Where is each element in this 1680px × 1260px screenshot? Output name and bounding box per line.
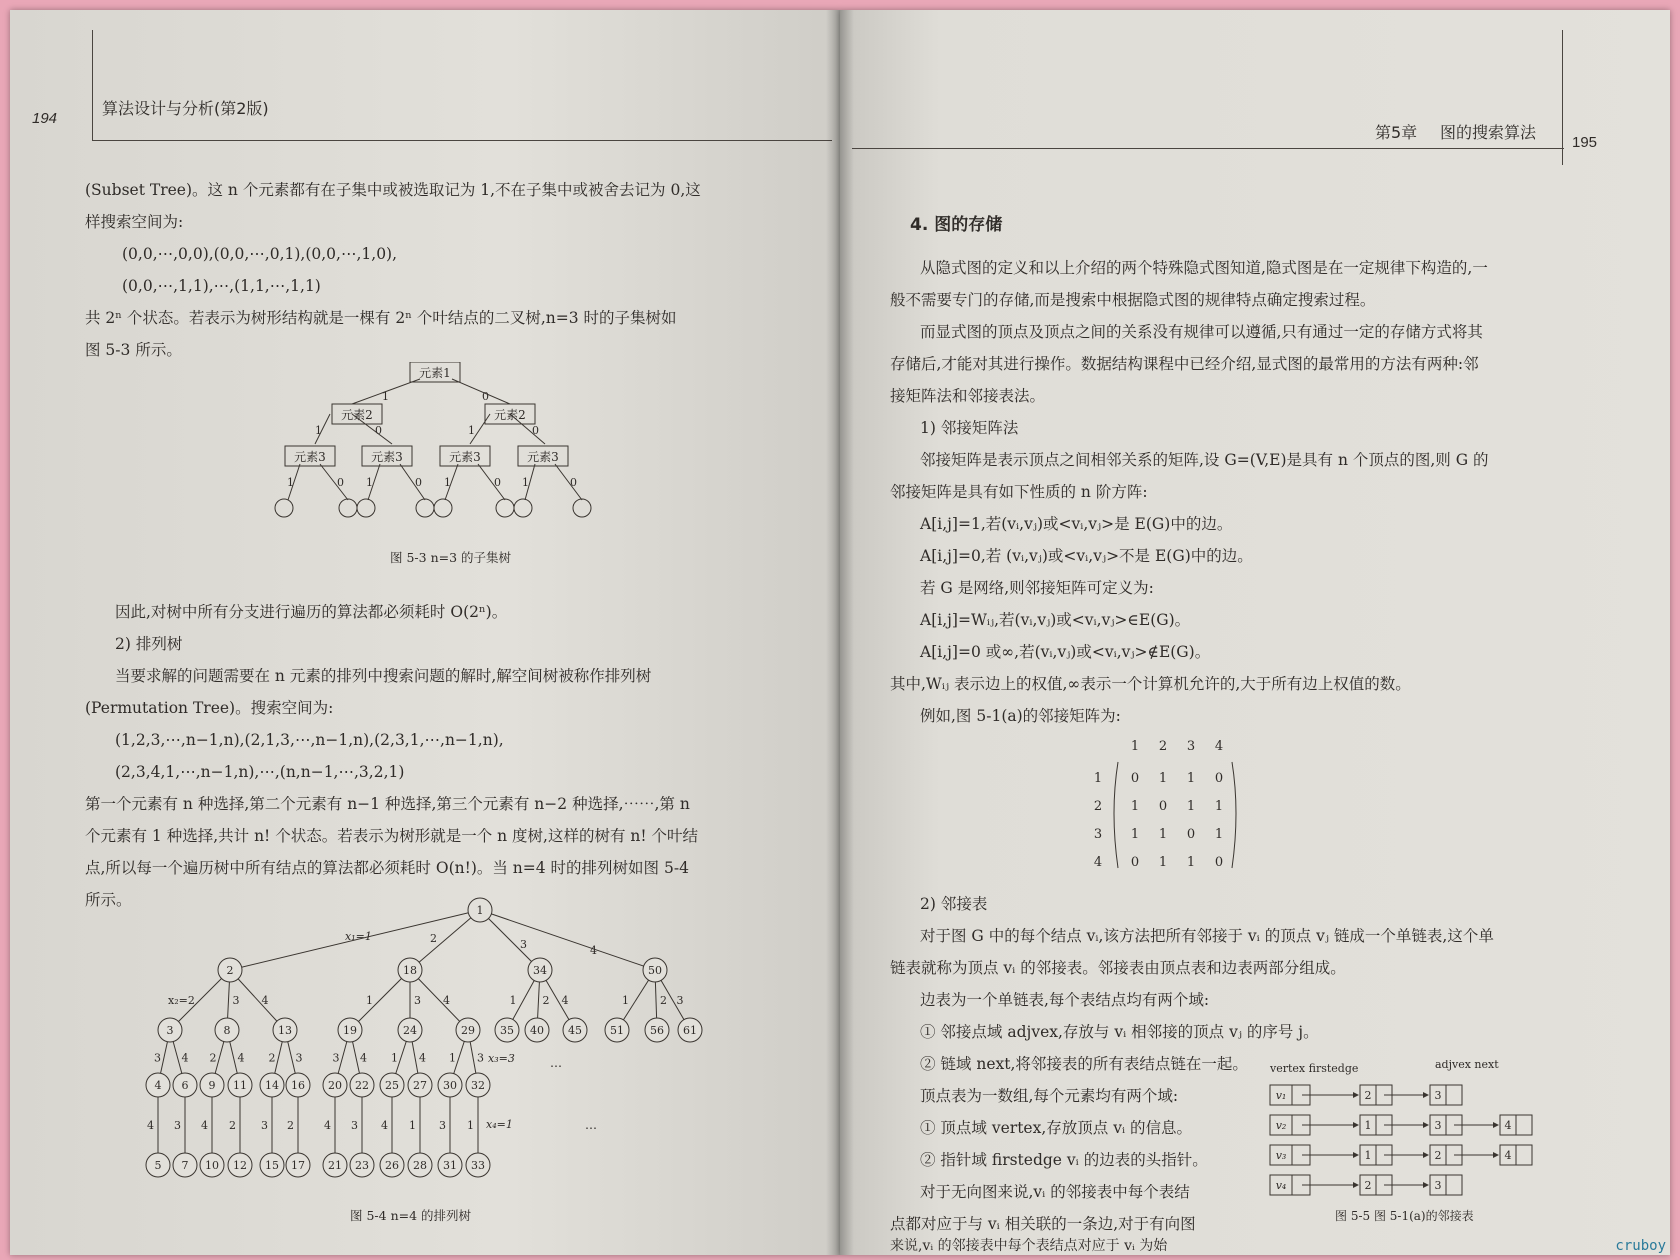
edge-label: 3 xyxy=(520,938,527,951)
edge-label: 4 xyxy=(237,1051,245,1065)
vertex-label: v₃ xyxy=(1275,1149,1287,1162)
node-level3: 元素3 xyxy=(527,450,559,464)
text-line: (Permutation Tree)。搜索空间为: xyxy=(85,699,334,717)
edge-label: 3 xyxy=(174,1119,181,1132)
matrix-cell: 0 xyxy=(1186,827,1196,842)
subsection-heading: 2) 排列树 xyxy=(115,635,183,653)
text-line: (0,0,⋯,0,0),(0,0,⋯,0,1),(0,0,⋯,1,0), xyxy=(122,245,398,263)
tree-node-label: 27 xyxy=(413,1079,427,1092)
edge-label: 2 xyxy=(430,932,437,945)
tree-node-label: 61 xyxy=(683,1024,697,1037)
edge-label: 2 xyxy=(542,994,550,1007)
tree-node-label: 18 xyxy=(403,964,417,977)
edge-label: 2 xyxy=(660,994,667,1007)
edge-label: x₂=2 xyxy=(168,994,195,1007)
arrow-head xyxy=(1353,1092,1359,1098)
tree-node-label: 16 xyxy=(291,1079,305,1092)
text-line: 所示。 xyxy=(85,891,132,909)
section-heading: 4. 图的存储 xyxy=(910,215,1003,235)
edge-label: 1 xyxy=(622,994,629,1007)
matrix-cell: 0 xyxy=(1130,855,1140,870)
arrow-head xyxy=(1423,1152,1429,1158)
edge-label: 4 xyxy=(181,1051,189,1065)
page-number: 195 xyxy=(1572,134,1598,151)
matrix-cell: 1 xyxy=(1214,827,1224,842)
node-level2: 元素2 xyxy=(341,408,373,422)
text-line: 邻接矩阵是表示顶点之间相邻关系的矩阵,设 G=(V,E)是具有 n 个顶点的图,则 G 的 xyxy=(920,451,1489,469)
edge-label: 4 xyxy=(590,944,597,957)
next-cell xyxy=(1516,1145,1532,1165)
left-page xyxy=(10,10,840,1255)
edge-label: 3 xyxy=(232,994,240,1007)
edge-label: 1 xyxy=(449,1051,456,1065)
tree-node-label: 12 xyxy=(233,1159,247,1172)
tree-node-label: 6 xyxy=(181,1079,189,1092)
subsection-heading: 2) 邻接表 xyxy=(920,895,988,913)
vertex-label: v₄ xyxy=(1275,1179,1287,1192)
text-line: 从隐式图的定义和以上介绍的两个特殊隐式图知道,隐式图是在一定规律下构造的,一 xyxy=(920,259,1488,277)
edge-label-one: 1 xyxy=(522,476,529,489)
text-line: 存储后,才能对其进行操作。数据结构课程中已经介绍,显式图的最常用的方法有两种:邻 xyxy=(890,355,1479,373)
tree-node-label: 5 xyxy=(154,1159,162,1172)
text-line: (2,3,4,1,⋯,n−1,n),⋯,(n,n−1,⋯,3,2,1) xyxy=(115,763,405,781)
book-gutter xyxy=(826,10,854,1255)
tree-node-label: 8 xyxy=(223,1024,231,1037)
edge-label: 4 xyxy=(443,994,450,1007)
page-number: 194 xyxy=(32,110,58,127)
matrix-bracket-left xyxy=(1114,762,1118,868)
edge-label: 4 xyxy=(324,1119,331,1132)
tree-edge xyxy=(480,910,655,970)
edge-label-one: 1 xyxy=(287,476,294,489)
tree-node-label: 22 xyxy=(355,1079,369,1092)
text-line: 边表为一个单链表,每个表结点均有两个域: xyxy=(920,991,1210,1009)
ellipsis: ⋯ xyxy=(585,1121,597,1135)
matrix-bracket-right xyxy=(1232,762,1236,868)
edge-label-one: 1 xyxy=(468,424,475,437)
arrow-head xyxy=(1423,1092,1429,1098)
tree-node-label: 32 xyxy=(471,1079,485,1092)
adjvex-value: 3 xyxy=(1434,1119,1442,1132)
tree-node-label: 29 xyxy=(461,1024,475,1037)
edge-label: 1 xyxy=(366,994,373,1007)
tree-node-label: 7 xyxy=(181,1159,189,1172)
edge-label-one: 1 xyxy=(366,476,373,489)
matrix-cell: 1 xyxy=(1158,771,1168,786)
edge-label: 3 xyxy=(154,1051,161,1065)
text-line: 点,所以每一个遍历树中所有结点的算法都必须耗时 O(n!)。当 n=4 时的排列树如图 5-4 xyxy=(85,859,689,877)
edge-label-zero: 0 xyxy=(482,390,489,403)
header-rule xyxy=(852,148,1564,149)
edge-label-zero: 0 xyxy=(570,476,577,489)
adjvex-value: 2 xyxy=(1364,1179,1372,1192)
tree-node-label: 2 xyxy=(226,964,234,977)
tree-node-label: 31 xyxy=(443,1159,457,1172)
tree-node-label: 50 xyxy=(648,964,662,977)
node-level3: 元素3 xyxy=(371,450,403,464)
edge-label-zero: 0 xyxy=(337,476,344,489)
node-level3: 元素3 xyxy=(294,450,326,464)
matrix-cell: 1 xyxy=(1130,827,1140,842)
edge-label: 3 xyxy=(351,1119,358,1132)
tree-node-label: 19 xyxy=(343,1024,357,1037)
matrix-cell: 1 xyxy=(1186,771,1196,786)
figure-caption: 图 5-3 n=3 的子集树 xyxy=(390,550,512,565)
text-line: ① 顶点域 vertex,存放顶点 vᵢ 的信息。 xyxy=(920,1119,1192,1137)
edge-label-zero: 0 xyxy=(375,424,382,437)
text-line: 其中,Wᵢⱼ 表示边上的权值,∞表示一个计算机允许的,大于所有边上权值的数。 xyxy=(890,675,1411,693)
edge-label-one: 1 xyxy=(382,390,389,403)
edge-label-one: 1 xyxy=(444,476,451,489)
tree-node-label: 4 xyxy=(154,1079,162,1092)
formula-line: A[i,j]=1,若(vᵢ,vⱼ)或<vᵢ,vⱼ>是 E(G)中的边。 xyxy=(920,515,1233,533)
node-level2: 元素2 xyxy=(494,408,526,422)
arrow-head xyxy=(1353,1152,1359,1158)
matrix-cell: 1 xyxy=(1130,799,1140,814)
text-line: 对于无向图来说,vᵢ 的邻接表中每个表结 xyxy=(920,1183,1190,1201)
text-line: 若 G 是网络,则邻接矩阵可定义为: xyxy=(920,579,1154,597)
tree-node-label: 34 xyxy=(533,964,547,977)
matrix-row-header: 2 xyxy=(1093,799,1103,814)
edge-label: 4 xyxy=(360,1051,367,1065)
tree-node-label: 24 xyxy=(403,1024,417,1037)
matrix-cell: 0 xyxy=(1214,771,1224,786)
formula-line: A[i,j]=Wᵢⱼ,若(vᵢ,vⱼ)或<vᵢ,vⱼ>∈E(G)。 xyxy=(920,611,1191,629)
edge-label: 4 xyxy=(561,994,569,1007)
text-line: 来说,vᵢ 的邻接表中每个表结点对应于 vᵢ 为始 xyxy=(890,1238,1168,1254)
figure-5-5-adjacency-list xyxy=(1260,1060,1660,1240)
text-line: (0,0,⋯,1,1),⋯,(1,1,⋯,1,1) xyxy=(122,277,321,295)
label-adjvex-next: adjvex next xyxy=(1435,1060,1499,1071)
tree-node-label: 51 xyxy=(610,1024,624,1037)
formula-line: A[i,j]=0 或∞,若(vᵢ,vⱼ)或<vᵢ,vⱼ>∉E(G)。 xyxy=(920,643,1211,661)
edge-label: 3 xyxy=(261,1119,268,1132)
tree-node-label: 11 xyxy=(233,1079,247,1092)
next-cell xyxy=(1446,1175,1462,1195)
tree-node-label: 28 xyxy=(413,1159,427,1172)
next-cell xyxy=(1446,1085,1462,1105)
matrix-col-header: 3 xyxy=(1186,739,1196,754)
tree-node-label: 30 xyxy=(443,1079,457,1092)
edge-label: 1 xyxy=(409,1119,416,1132)
edge-label: 4 xyxy=(261,994,269,1007)
edge-label: 2 xyxy=(287,1119,294,1132)
text-line: 接矩阵法和邻接表法。 xyxy=(890,387,1046,405)
edge-label: 1 xyxy=(509,994,517,1007)
arrow-head xyxy=(1353,1122,1359,1128)
edge-label: 3 xyxy=(676,994,684,1007)
text-line: 图 5-3 所示。 xyxy=(85,341,182,359)
figure-5-3-subset-tree xyxy=(270,362,630,567)
watermark: cruboy xyxy=(1615,1238,1666,1254)
adjvex-value: 2 xyxy=(1364,1089,1372,1102)
text-line: 点都对应于与 vᵢ 相关联的一条边,对于有向图 xyxy=(890,1215,1196,1233)
text-line: 个元素有 1 种选择,共计 n! 个状态。若表示为树形就是一个 n 度树,这样的树有 n! 个叶结 xyxy=(85,827,699,845)
adjvex-value: 2 xyxy=(1434,1149,1442,1162)
header-rule xyxy=(92,140,832,141)
adjvex-value: 3 xyxy=(1434,1089,1442,1102)
arrow-head xyxy=(1493,1122,1499,1128)
header-rule-vertical xyxy=(92,30,93,140)
edge-label: 1 xyxy=(467,1119,474,1132)
adjvex-value: 1 xyxy=(1364,1119,1372,1132)
text-line: 样搜索空间为: xyxy=(85,213,184,231)
edge-label: 3 xyxy=(439,1119,446,1132)
text-line: ② 链域 next,将邻接表的所有表结点链在一起。 xyxy=(920,1055,1248,1073)
text-line: 因此,对树中所有分支进行遍历的算法都必须耗时 O(2ⁿ)。 xyxy=(115,603,508,621)
matrix-col-header: 2 xyxy=(1158,739,1168,754)
edge-label: 3 xyxy=(295,1051,303,1065)
text-line: ② 指针域 firstedge vᵢ 的边表的头指针。 xyxy=(920,1151,1208,1169)
tree-node-label: 20 xyxy=(328,1079,342,1092)
tree-node-label: 40 xyxy=(530,1024,544,1037)
edge-label: 2 xyxy=(229,1119,236,1132)
edge-label: 3 xyxy=(332,1051,340,1065)
arrow-head xyxy=(1423,1182,1429,1188)
edge-label: x₁=1 xyxy=(345,930,372,943)
text-line: (Subset Tree)。这 n 个元素都有在子集中或被选取记为 1,不在子集中或被舍去记为 0,这 xyxy=(85,181,701,199)
edge-label: 2 xyxy=(268,1051,276,1065)
matrix-cell: 0 xyxy=(1214,855,1224,870)
right-page xyxy=(840,10,1670,1255)
edge-label: 4 xyxy=(201,1119,208,1132)
next-cell xyxy=(1516,1115,1532,1135)
edge-label-one: 1 xyxy=(315,424,322,437)
matrix-row-header: 3 xyxy=(1093,827,1103,842)
header-title: 算法设计与分析(第2版) xyxy=(102,99,269,118)
tree-edge xyxy=(410,910,480,970)
matrix-col-header: 1 xyxy=(1130,739,1140,754)
tree-edge xyxy=(480,910,540,970)
matrix-row-header: 4 xyxy=(1093,855,1103,870)
edge-label-zero: 0 xyxy=(494,476,501,489)
matrix-col-header: 4 xyxy=(1214,739,1224,754)
matrix-cell: 1 xyxy=(1186,799,1196,814)
adjvex-value: 4 xyxy=(1504,1149,1512,1162)
header-chapter: 第5章 xyxy=(1375,123,1418,142)
ellipsis: ⋯ xyxy=(550,1059,562,1073)
matrix-cell: 0 xyxy=(1158,799,1168,814)
matrix-cell: 0 xyxy=(1130,771,1140,786)
tree-node-label: 10 xyxy=(205,1159,219,1172)
tree-node-label: 56 xyxy=(650,1024,664,1037)
tree-node-label: 13 xyxy=(278,1024,292,1037)
text-line: 共 2ⁿ 个状态。若表示为树形结构就是一棵有 2ⁿ 个叶结点的二叉树,n=3 时的子集树如 xyxy=(85,309,677,327)
adjacency-matrix xyxy=(1090,732,1290,882)
tree-edge xyxy=(350,970,410,1030)
adjvex-value: 1 xyxy=(1364,1149,1372,1162)
tree-node-label: 21 xyxy=(328,1159,342,1172)
tree-node-label: 45 xyxy=(568,1024,582,1037)
text-line: 第一个元素有 n 种选择,第二个元素有 n−1 种选择,第三个元素有 n−2 种选择,⋯⋯,第 n xyxy=(85,795,690,813)
tree-node-label: 15 xyxy=(265,1159,279,1172)
text-line: 对于图 G 中的每个结点 vᵢ,该方法把所有邻接于 vᵢ 的顶点 vⱼ 链成一个单链表,这个单 xyxy=(920,927,1494,945)
text-line: 邻接矩阵是具有如下性质的 n 阶方阵: xyxy=(890,483,1148,501)
edge-label: 1 xyxy=(391,1051,398,1065)
edge-label: x₄=1 xyxy=(486,1118,513,1131)
arrow-head xyxy=(1423,1122,1429,1128)
header-title: 图的搜索算法 xyxy=(1440,123,1537,142)
text-line: 而显式图的顶点及顶点之间的关系没有规律可以遵循,只有通过一定的存储方式将其 xyxy=(920,323,1483,341)
matrix-cell: 1 xyxy=(1186,855,1196,870)
figure-caption: 图 5-5 图 5-1(a)的邻接表 xyxy=(1335,1209,1474,1223)
node-root: 元素1 xyxy=(419,366,451,380)
tree-node-label: 23 xyxy=(355,1159,369,1172)
edge-label: 3 xyxy=(414,994,421,1007)
tree-node-label: 35 xyxy=(500,1024,514,1037)
tree-node-label: 1 xyxy=(476,904,484,917)
arrow-head xyxy=(1493,1152,1499,1158)
node-level3: 元素3 xyxy=(449,450,481,464)
edge-label: 2 xyxy=(209,1051,217,1065)
vertex-label: v₁ xyxy=(1275,1089,1287,1102)
arrow-head xyxy=(1353,1182,1359,1188)
tree-node-label: 33 xyxy=(471,1159,485,1172)
vertex-label: v₂ xyxy=(1275,1119,1287,1132)
edge-label: 3 xyxy=(477,1051,484,1065)
text-line: ① 邻接点域 adjvex,存放与 vᵢ 相邻接的顶点 vⱼ 的序号 j。 xyxy=(920,1023,1319,1041)
text-line: 链表就称为顶点 vᵢ 的邻接表。邻接表由顶点表和边表两部分组成。 xyxy=(890,959,1346,977)
text-line: (1,2,3,⋯,n−1,n),(2,1,3,⋯,n−1,n),(2,3,1,⋯,n−1,n), xyxy=(115,731,504,749)
tree-node-label: 25 xyxy=(385,1079,399,1092)
figure-caption: 图 5-4 n=4 的排列树 xyxy=(350,1208,472,1223)
tree-node-label: 17 xyxy=(291,1159,305,1172)
text-line: 当要求解的问题需要在 n 元素的排列中搜索问题的解时,解空间树被称作排列树 xyxy=(115,667,652,685)
edge-label-zero: 0 xyxy=(415,476,422,489)
matrix-cell: 1 xyxy=(1214,799,1224,814)
matrix-cell: 1 xyxy=(1158,855,1168,870)
edge-label: 4 xyxy=(381,1119,388,1132)
tree-node-label: 3 xyxy=(166,1024,174,1037)
adjvex-value: 4 xyxy=(1504,1119,1512,1132)
text-line: 例如,图 5-1(a)的邻接矩阵为: xyxy=(920,707,1121,725)
tree-node-label: 14 xyxy=(265,1079,279,1092)
matrix-cell: 1 xyxy=(1158,827,1168,842)
figure-5-4-permutation-tree xyxy=(130,890,770,1240)
matrix-row-header: 1 xyxy=(1093,771,1103,786)
edge-label-zero: 0 xyxy=(532,424,539,437)
text-line: 般不需要专门的存储,而是搜索中根据隐式图的规律特点确定搜索过程。 xyxy=(890,291,1376,309)
text-line: 顶点表为一数组,每个元素均有两个域: xyxy=(920,1087,1179,1105)
adjvex-value: 3 xyxy=(1434,1179,1442,1192)
edge-label: x₃=3 xyxy=(488,1052,515,1065)
header-rule-vertical xyxy=(1562,30,1563,165)
tree-node-label: 26 xyxy=(385,1159,399,1172)
edge-label: 4 xyxy=(147,1119,154,1132)
formula-line: A[i,j]=0,若 (vᵢ,vⱼ)或<vᵢ,vⱼ>不是 E(G)中的边。 xyxy=(920,547,1253,565)
edge-label: 4 xyxy=(419,1051,426,1065)
tree-node-label: 9 xyxy=(208,1079,216,1092)
label-vertex-firstedge: vertex firstedge xyxy=(1270,1062,1359,1075)
subsection-heading: 1) 邻接矩阵法 xyxy=(920,419,1019,437)
